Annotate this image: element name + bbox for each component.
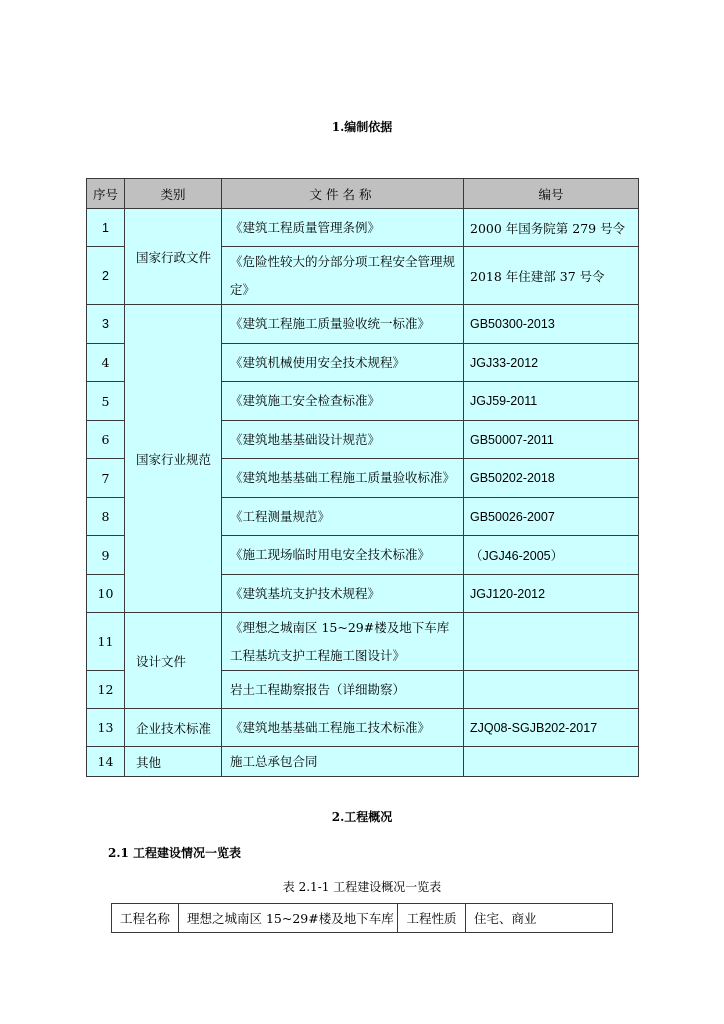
document-name: 《建筑地基基础工程施工技术标准》 [222, 709, 464, 747]
document-code: GB50007-2011 [464, 421, 639, 459]
header-name: 文件名称 [222, 179, 464, 209]
row-number: 5 [87, 382, 125, 421]
row-number: 6 [87, 421, 125, 459]
section1-title: 1.编制依据 [331, 120, 393, 134]
header-no: 序号 [87, 179, 125, 209]
basis-table-header [87, 179, 639, 209]
document-name: 《建筑机械使用安全技术规程》 [222, 344, 464, 382]
project-nature-value: 住宅、商业 [466, 904, 613, 933]
document-code: JGJ33-2012 [464, 344, 639, 382]
row-number: 7 [87, 459, 125, 498]
table-row [87, 709, 639, 747]
row-number: 8 [87, 498, 125, 536]
document-code [464, 671, 639, 709]
document-code: 2000 年国务院第 279 号令 [464, 209, 639, 247]
row-number: 14 [87, 747, 125, 777]
document-name: 《建筑施工安全检查标准》 [222, 382, 464, 421]
header-category: 类别 [125, 179, 222, 209]
row-number: 1 [87, 209, 125, 247]
document-code: （JGJ46-2005） [464, 536, 639, 575]
table-caption: 表 2.1-1 工程建设概况一览表 [282, 880, 442, 894]
table-row [87, 209, 639, 247]
document-name: 《危险性较大的分部分项工程安全管理规定》 [222, 247, 464, 305]
subsection-title: 2.1 工程建设情况一览表 [108, 846, 242, 860]
row-number: 11 [87, 613, 125, 671]
row-number: 12 [87, 671, 125, 709]
basis-table [86, 178, 639, 777]
document-name: 施工总承包合同 [222, 747, 464, 777]
document-code: 2018 年住建部 37 号令 [464, 247, 639, 305]
document-name: 《建筑地基基础工程施工质量验收标准》 [222, 459, 464, 498]
category-cell: 国家行政文件 [125, 209, 222, 305]
category-cell: 国家行业规范 [125, 305, 222, 613]
table-row [87, 747, 639, 777]
header-code: 编号 [464, 179, 639, 209]
document-code: GB50202-2018 [464, 459, 639, 498]
project-name-value: 理想之城南区 15~29#楼及地下车库 [179, 904, 398, 933]
row-number: 13 [87, 709, 125, 747]
document-name: 岩土工程勘察报告（详细勘察） [222, 671, 464, 709]
document-code: JGJ120-2012 [464, 575, 639, 613]
document-name: 《建筑工程质量管理条例》 [222, 209, 464, 247]
document-code: JGJ59-2011 [464, 382, 639, 421]
document-name: 《建筑地基基础设计规范》 [222, 421, 464, 459]
overview-table [111, 903, 613, 933]
row-number: 4 [87, 344, 125, 382]
category-cell: 设计文件 [125, 613, 222, 709]
document-code: GB50026-2007 [464, 498, 639, 536]
document-code [464, 613, 639, 671]
category-cell: 企业技术标准 [125, 709, 222, 747]
table-row [87, 305, 639, 344]
table-row [87, 613, 639, 671]
document-name: 《建筑工程施工质量验收统一标准》 [222, 305, 464, 344]
row-number: 2 [87, 247, 125, 305]
project-name-label: 工程名称 [112, 904, 179, 933]
category-cell: 其他 [125, 747, 222, 777]
document-name: 《建筑基坑支护技术规程》 [222, 575, 464, 613]
row-number: 9 [87, 536, 125, 575]
document-name: 《理想之城南区 15~29#楼及地下车库工程基坑支护工程施工图设计》 [222, 613, 464, 671]
project-nature-label: 工程性质 [398, 904, 466, 933]
document-code: GB50300-2013 [464, 305, 639, 344]
table-row [112, 904, 613, 933]
document-name: 《施工现场临时用电安全技术标准》 [222, 536, 464, 575]
row-number: 3 [87, 305, 125, 344]
document-code: ZJQ08-SGJB202-2017 [464, 709, 639, 747]
row-number: 10 [87, 575, 125, 613]
document-code [464, 747, 639, 777]
document-name: 《工程测量规范》 [222, 498, 464, 536]
section2-title: 2.工程概况 [331, 810, 393, 824]
